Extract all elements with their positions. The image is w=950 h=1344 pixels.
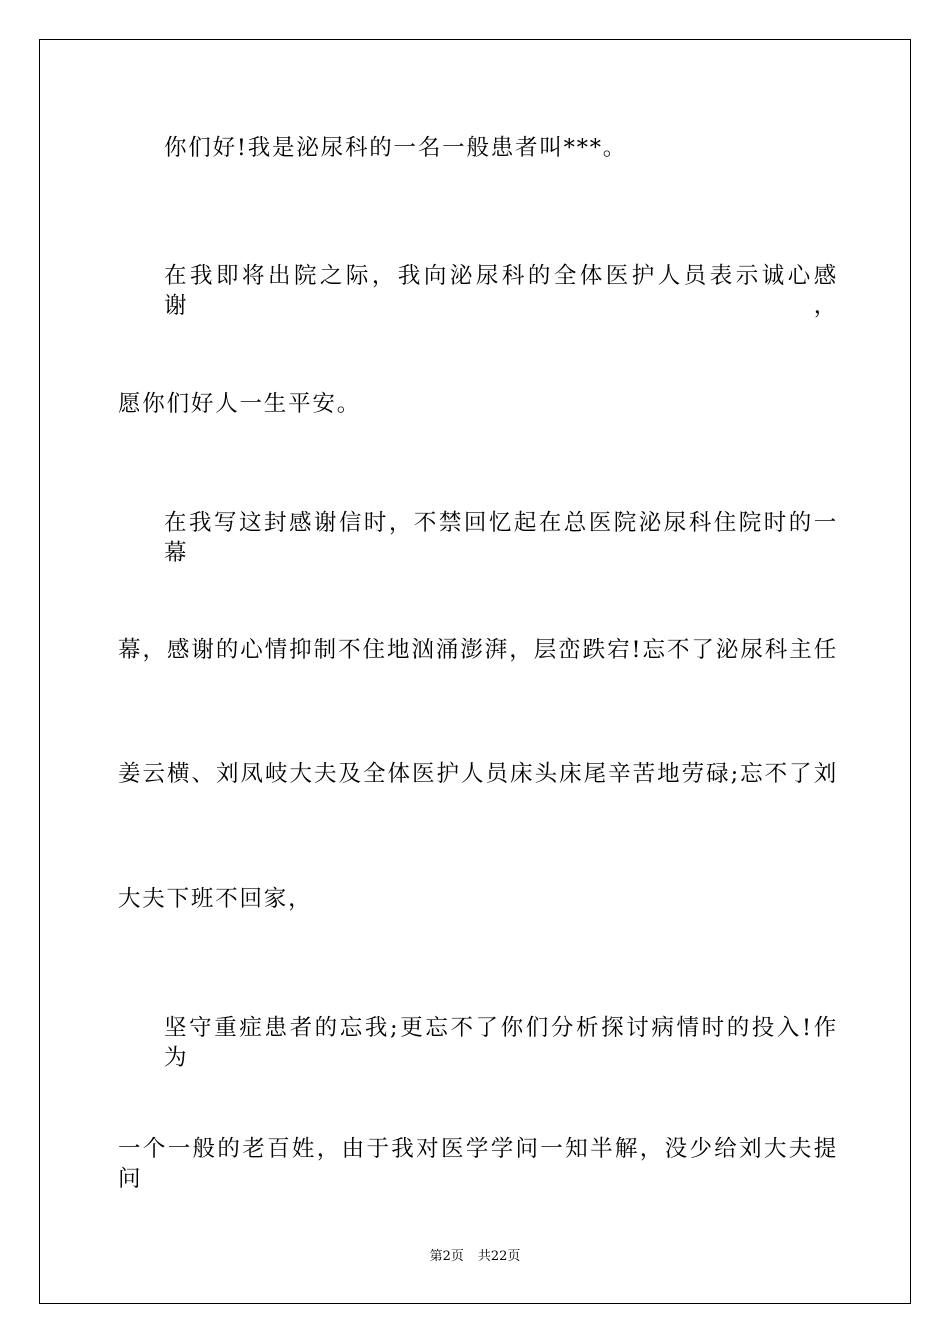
page-footer: [0, 1248, 950, 1266]
paragraph-line-5: 幕，感谢的心情抑制不住地汹涌澎湃，层峦跌宕!忘不了泌尿科主任: [118, 637, 838, 663]
paragraph-line-8: 坚守重症患者的忘我;更忘不了你们分析探讨病情时的投入!作为: [164, 1015, 838, 1071]
paragraph-line-3: 愿你们好人一生平安。: [118, 391, 362, 417]
paragraph-line-7: 大夫下班不回家，: [118, 886, 313, 912]
paragraph-line-9: 一个一般的老百姓，由于我对医学学问一知半解，没少给刘大夫提问: [118, 1136, 838, 1192]
paragraph-line-2: 在我即将出院之际，我向泌尿科的全体医护人员表示诚心感谢，: [164, 263, 838, 319]
paragraph-line-6: 姜云横、刘凤岐大夫及全体医护人员床头床尾辛苦地劳碌;忘不了刘: [118, 761, 838, 787]
page-total: 共22页: [477, 1249, 521, 1264]
paragraph-line-4: 在我写这封感谢信时，不禁回忆起在总医院泌尿科住院时的一幕: [164, 510, 838, 566]
page-border: [39, 39, 911, 1304]
paragraph-line-1: 你们好!我是泌尿科的一名一般患者叫***。: [164, 135, 628, 161]
page-number: 第2页: [429, 1249, 464, 1264]
